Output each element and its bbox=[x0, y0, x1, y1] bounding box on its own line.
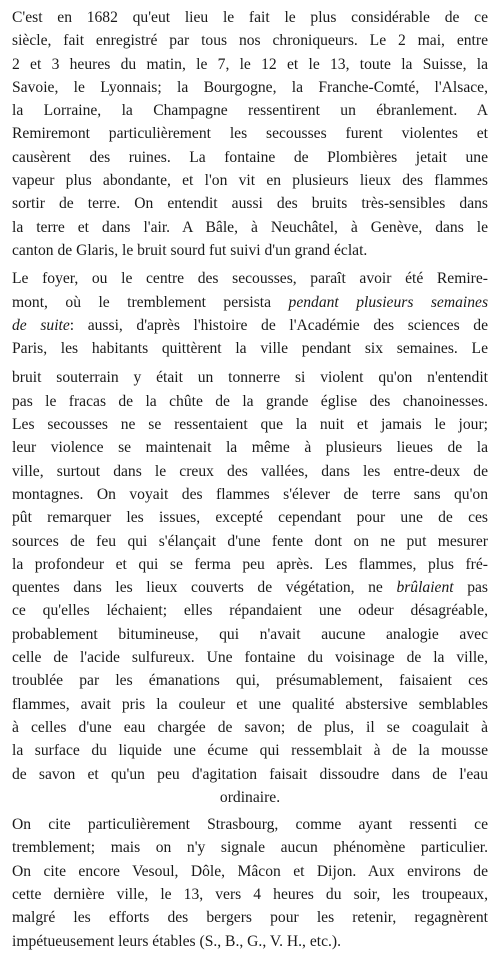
text-line: probablement bitumineuse, qui n'avait aucune analogie avec bbox=[12, 625, 488, 643]
text-line: leur violence se maintenait la même à plusieurs lieues de la bbox=[12, 439, 488, 457]
text-line: Le foyer, ou le centre des secousses, paraît avoir été Remire- bbox=[12, 270, 488, 288]
text-line: cette dernière ville, le 13, vers 4 heures du soir, les troupeaux, bbox=[12, 885, 488, 903]
text-line: la surface du liquide une écume qui ressemblait à de la mousse bbox=[12, 742, 488, 760]
text-line: Remiremont particulièrement les secousses furent violentes et bbox=[12, 125, 488, 143]
text-line: causèrent des ruines. La fontaine de Plombières jetait une bbox=[12, 148, 488, 166]
text-line: pas le fracas de la chûte de la grande église des chanoinesses. bbox=[12, 392, 488, 410]
text-line: la profondeur et qui se ferma peu après. Les flammes, plus fré- bbox=[12, 555, 488, 573]
italic-text: brûlaient bbox=[396, 579, 454, 597]
text-line: vapeur plus abondante, et l'on vit en plusieurs lieux des flammes bbox=[12, 172, 488, 190]
text-line: impétueusement leurs étables (S., B., G., V. H., etc.). bbox=[12, 932, 341, 950]
paragraph-4 bbox=[12, 813, 488, 953]
text-line: Paris, les habitants quittèrent la ville pendant six semaines. Le bbox=[12, 340, 488, 358]
text-line: la terre et dans l'air. A Bâle, à Neuchâtel, à Genève, dans le bbox=[12, 218, 488, 236]
text-line: On cite encore Vesoul, Dôle, Mâcon et Dijon. Aux environs de bbox=[12, 862, 488, 880]
text-line: tremblement; mais on n'y signale aucun phénomène particulier. bbox=[12, 839, 488, 857]
text-line bbox=[12, 576, 488, 599]
text-line: bruit souterrain y était un tonnerre si violent qu'on n'entendit bbox=[12, 369, 488, 387]
text-line: troublée par les émanations qui, présumablement, faisaient ces bbox=[12, 672, 488, 690]
text-line: On cite particulièrement Strasbourg, comme ayant ressenti ce bbox=[12, 816, 488, 834]
text-span: : aussi, d'après l'histoire de l'Académie des sciences de bbox=[69, 316, 488, 334]
text-line: Savoie, le Lyonnais; la Bourgogne, la Franche-Comté, l'Alsace, bbox=[12, 78, 488, 96]
italic-text: de suite bbox=[12, 316, 70, 334]
text-line: sources de feu qui s'élançait d'une fente dont on ne put mesurer bbox=[12, 532, 488, 550]
text-line bbox=[12, 291, 488, 314]
text-line: ce qu'elles léchaient; elles répandaient une odeur désagréable, bbox=[12, 602, 488, 620]
text-line: pût remarquer les issues, excepté cependant pour une de ces bbox=[12, 509, 488, 527]
paragraph-2 bbox=[12, 267, 488, 360]
text-line: montagnes. On voyait des flammes s'élever de terre sans qu'on bbox=[12, 485, 488, 503]
text-line: celle de l'acide sulfureux. Une fontaine du voisinage de la ville, bbox=[12, 649, 488, 667]
paragraph-1 bbox=[12, 6, 488, 262]
text-line: à celles d'une eau chargée de savon; de plus, il se coagulait à bbox=[12, 718, 488, 736]
italic-text: pendant plusieurs semaines bbox=[288, 293, 489, 311]
text-line: de savon et qu'un peu d'agitation faisait dissoudre dans de l'eau bbox=[12, 765, 488, 783]
paragraph-3 bbox=[12, 366, 488, 809]
text-line: la Lorraine, la Champagne ressentirent un ébranlement. A bbox=[12, 102, 488, 120]
text-line bbox=[12, 314, 488, 337]
text-line: canton de Glaris, le bruit sourd fut suivi d'un grand éclat. bbox=[12, 241, 368, 259]
text-line: ordinaire. bbox=[219, 788, 281, 806]
text-line: sortir de terre. On entendit aussi des bruits très-sensibles dans bbox=[12, 195, 488, 213]
text-line: 2 et 3 heures du matin, le 7, le 12 et le 13, toute la Suisse, la bbox=[12, 55, 488, 73]
text-line: flammes, avait pris la couleur et une qualité abstersive semblables bbox=[12, 695, 488, 713]
text-line: siècle, fait enregistré par tous nos chroniqueurs. Le 2 mai, entre bbox=[12, 32, 488, 50]
text-line: malgré les efforts des bergers pour les retenir, regagnèrent bbox=[12, 909, 488, 927]
text-line: Les secousses ne se ressentaient que la nuit et jamais le jour; bbox=[12, 416, 488, 434]
text-line: ville, surtout dans le creux des vallées, dans les entre-deux de bbox=[12, 462, 488, 480]
text-span: mont, où le tremblement persista bbox=[12, 293, 289, 311]
text-line: C'est en 1682 qu'eut lieu le fait le plus considérable de ce bbox=[12, 9, 488, 26]
text-span: pas bbox=[453, 579, 488, 597]
text-span: quentes dans les lieux couverts de végétation, ne bbox=[12, 579, 397, 597]
